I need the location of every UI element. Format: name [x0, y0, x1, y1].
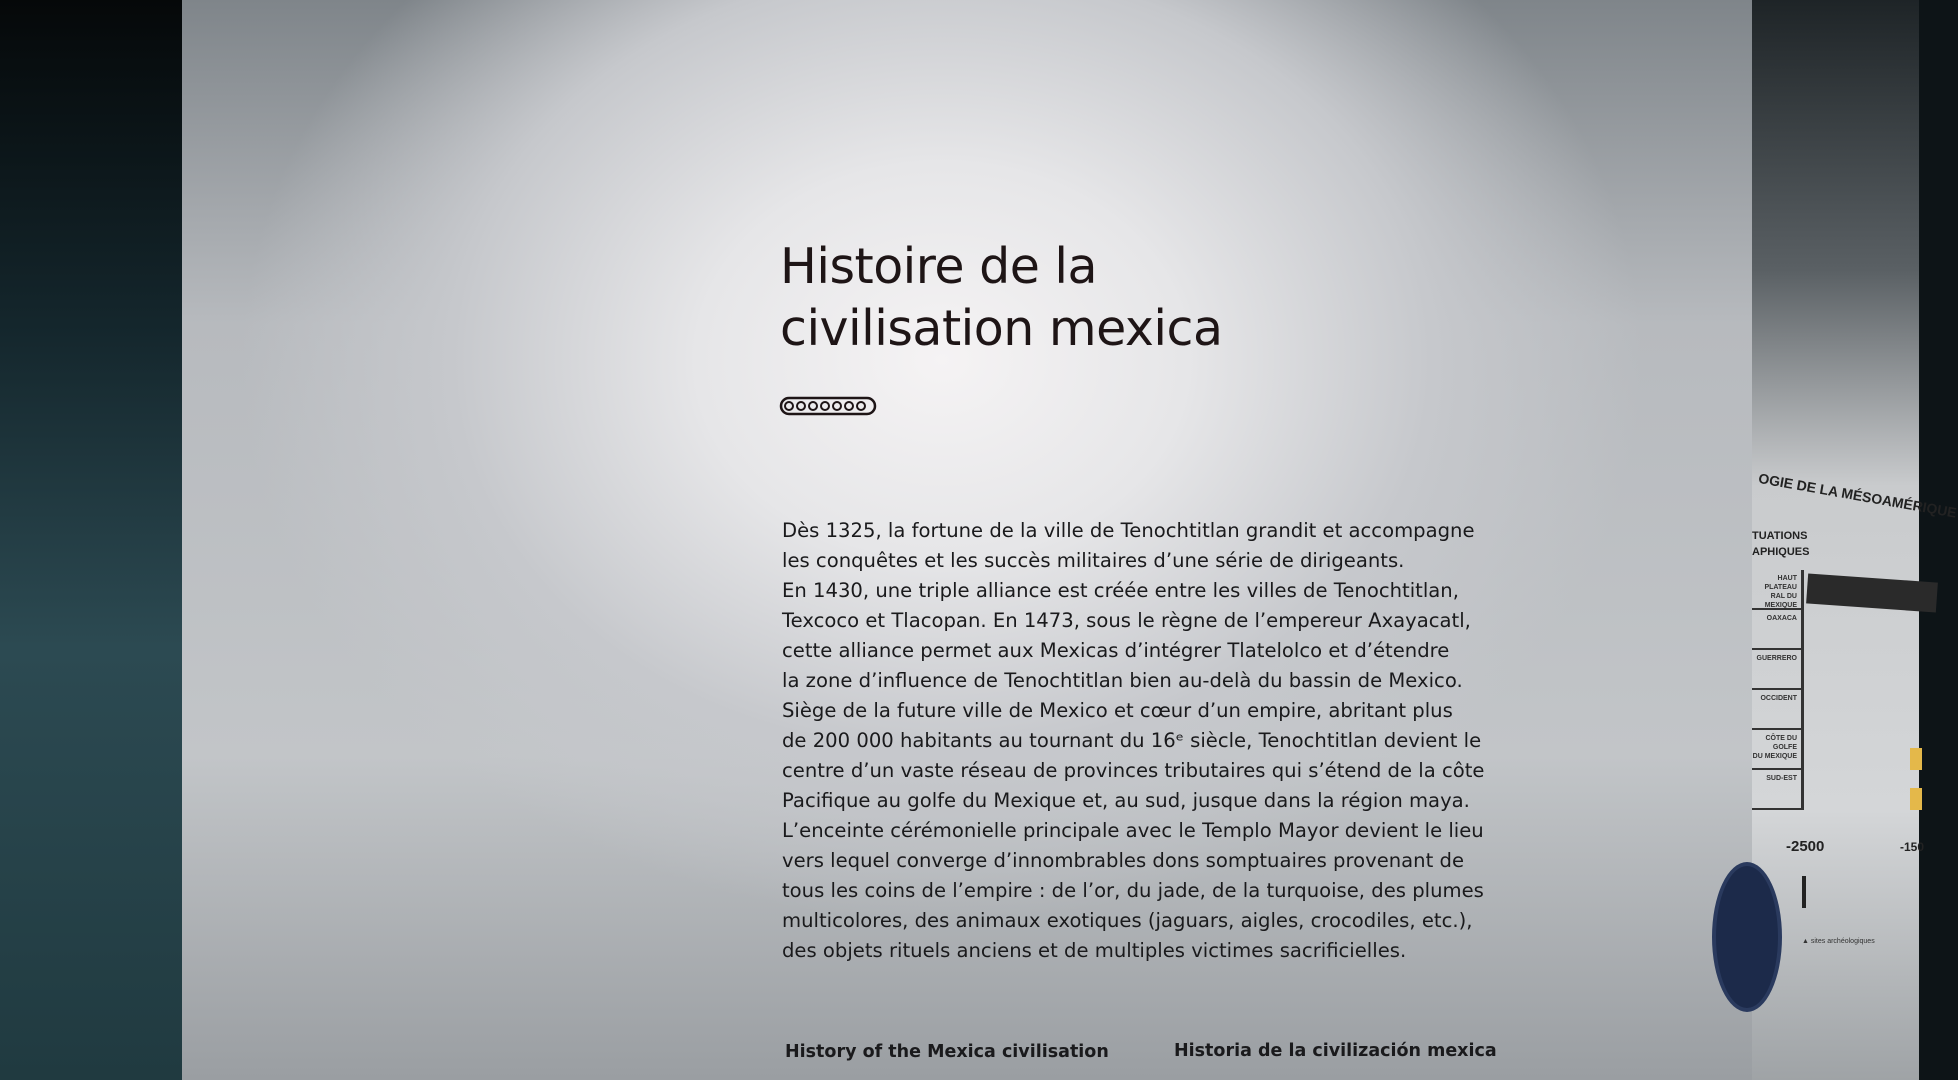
side-header-line-1: TUATIONS — [1752, 530, 1808, 542]
body-line: Texcoco et Tlacopan. En 1473, sous le règne de l’empereur Axayacatl, — [782, 609, 1471, 632]
timeline-tick — [1802, 876, 1806, 908]
panel-title-line-2: civilisation mexica — [780, 300, 1223, 357]
body-line: vers lequel converge d’innombrables dons somptuaires provenant de — [782, 849, 1464, 872]
body-line: Pacifique au golfe du Mexique et, au sud, jusque dans la région maya. — [782, 789, 1470, 812]
ornament-circles-icon — [780, 397, 876, 415]
exhibition-panel — [182, 0, 1752, 1080]
body-line: de 200 000 habitants au tournant du 16ᵉ siècle, Tenochtitlan devient le — [782, 729, 1482, 752]
body-line: la zone d’influence de Tenochtitlan bien au-delà du bassin de Mexico. — [782, 669, 1463, 692]
side-timeline-panel — [1752, 0, 1958, 1080]
body-line: tous les coins de l’empire : de l’or, du jade, de la turquoise, des plumes — [782, 879, 1484, 902]
side-header-line-2: APHIQUES — [1752, 546, 1810, 558]
panel-title — [780, 236, 1480, 360]
subtitle-english: History of the Mexica civilisation — [785, 1042, 1109, 1062]
body-line: des objets rituels anciens et de multiples victimes sacrificielles. — [782, 939, 1407, 962]
region-row: HAUT PLATEAU RAL DU MEXIQUE — [1752, 570, 1801, 610]
accent-tag — [1910, 788, 1922, 810]
left-wall — [0, 0, 182, 1080]
side-panel-header — [1752, 528, 1809, 560]
region-row: SUD-EST — [1752, 770, 1801, 810]
body-line: centre d’un vaste réseau de provinces tributaires qui s’étend de la côte — [782, 759, 1485, 782]
legend-text: ▲ sites archéologiques — [1802, 938, 1875, 945]
panel-body-text — [782, 516, 1522, 966]
timeline-date: -150 — [1900, 840, 1925, 854]
body-line: les conquêtes et les succès militaires d’une série de dirigeants. — [782, 549, 1405, 572]
body-line: Siège de la future ville de Mexico et cœur d’un empire, abritant plus — [782, 699, 1453, 722]
body-line: L’enceinte cérémonielle principale avec le Templo Mayor devient le lieu — [782, 819, 1484, 842]
region-row: GUERRERO — [1752, 650, 1801, 690]
body-line: Dès 1325, la fortune de la ville de Tenochtitlan grandit et accompagne — [782, 519, 1475, 542]
region-row: CÔTE DU GOLFE DU MEXIQUE — [1752, 730, 1801, 770]
region-row: OCCIDENT — [1752, 690, 1801, 730]
accent-tag — [1910, 748, 1922, 770]
map-circle-graphic — [1712, 862, 1782, 1012]
timeline-bar — [1806, 574, 1938, 613]
timeline-date: -2500 — [1786, 838, 1825, 855]
body-line: cette alliance permet aux Mexicas d’intégrer Tlatelolco et d’étendre — [782, 639, 1450, 662]
body-line: En 1430, une triple alliance est créée entre les villes de Tenochtitlan, — [782, 579, 1459, 602]
subtitle-spanish: Historia de la civilización mexica — [1174, 1041, 1497, 1061]
side-panel-title: OGIE DE LA MÉSOAMÉRIQUE — [1757, 470, 1958, 521]
region-rows — [1752, 570, 1804, 810]
body-line: multicolores, des animaux exotiques (jaguars, aigles, crocodiles, etc.), — [782, 909, 1473, 932]
panel-title-line-1: Histoire de la — [780, 238, 1098, 295]
region-row: OAXACA — [1752, 610, 1801, 650]
